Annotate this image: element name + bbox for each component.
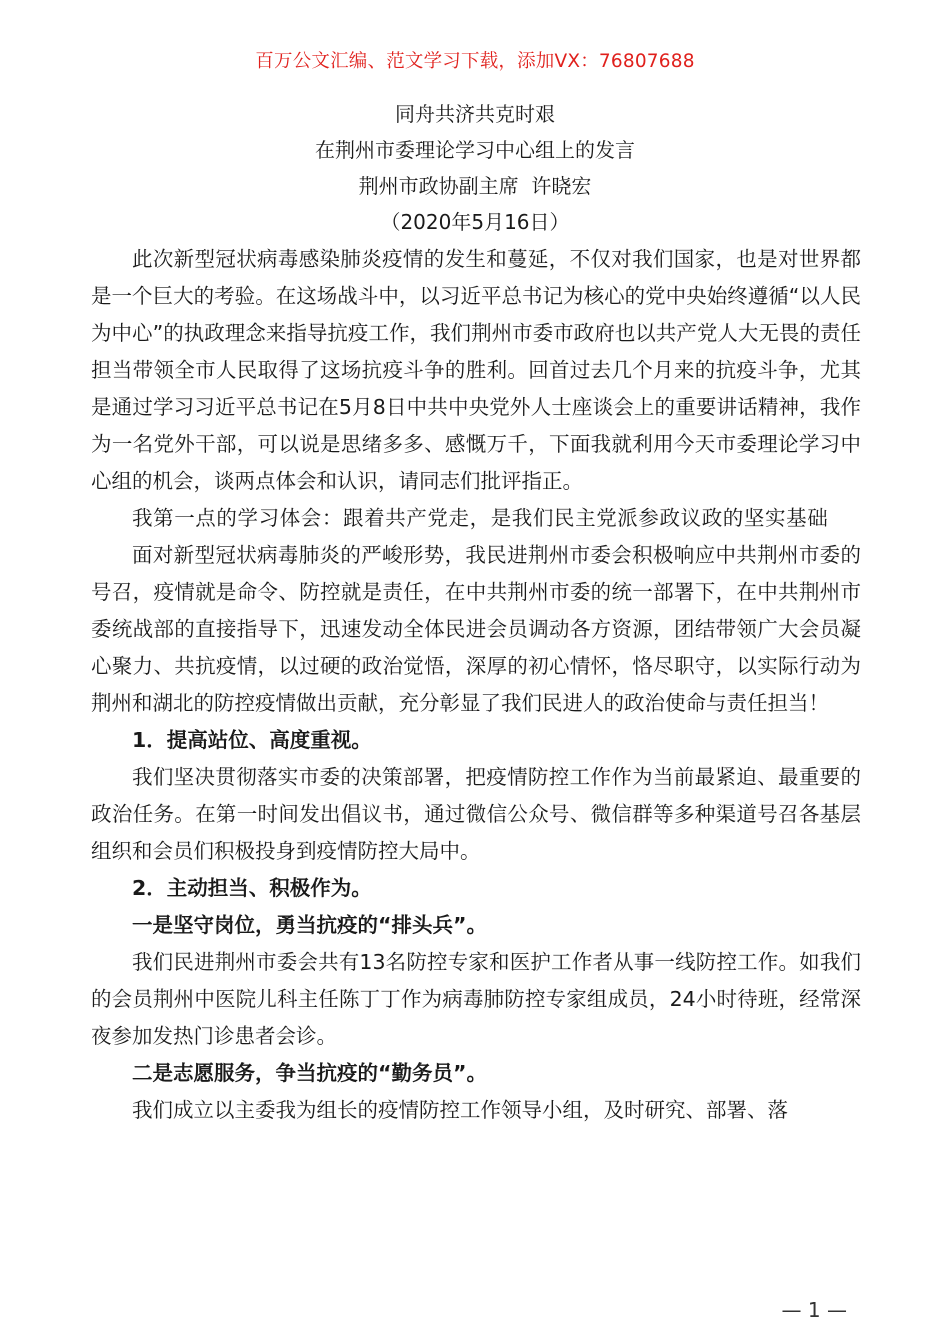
page-number: — 1 — [781,1298,847,1322]
paragraph-body: 我们民进荆州市委会共有13名防控专家和医护工作者从事一线防控工作。如我们的会员荆州中医院儿科主任陈丁丁作为病毒肺防控专家组成员，24小时待班，经常深夜参加发热门诊患者会诊。 [91,950,861,1048]
paragraph-body: 我们坚决贯彻落实市委的决策部署，把疫情防控工作作为当前最紧迫、最重要的政治任务。在第一时间发出倡议书，通过微信公众号、微信群等多种渠道号召各基层组织和会员们积极投身到疫情防控大局中。 [91,765,861,863]
subsection-heading: 一是坚守岗位，勇当抗疫的“排头兵”。 [132,913,487,937]
section-heading: 2．主动担当、积极作为。 [132,876,372,900]
author-line: 荆州市政协副主席 许晓宏 [358,174,592,198]
title-block [0,96,950,240]
paragraph-point-one-heading: 我第一点的学习体会：跟着共产党走，是我们民主党派参政议政的坚实基础 [132,506,829,530]
watermark-banner: 百万公文汇编、范文学习下载，添加VX：76807688 [255,51,695,72]
document-body [91,241,861,1129]
section-heading: 1．提高站位、高度重视。 [132,728,372,752]
subsection-heading: 二是志愿服务，争当抗疫的“勤务员”。 [132,1061,487,1085]
paragraph-body: 我们成立以主委我为组长的疫情防控工作领导小组，及时研究、部署、落 [132,1098,788,1122]
paragraph-body: 面对新型冠状病毒肺炎的严峻形势，我民进荆州市委会积极响应中共荆州市委的号召，疫情就是命令、防控就是责任，在中共荆州市委的统一部署下，在中共荆州市委统战部的直接指导下，迅速发动全体民进会员调动各方资源，团结带领广大会员凝心聚力、共抗疫情，以过硬的政治觉悟，深厚的初心情怀，恪尽职守，以实际行动为荆州和湖北的防控疫情做出贡献，充分彰显了我们民进人的政治使命与责任担当！ [91,543,861,715]
date-line: （2020年5月16日） [380,210,570,234]
document-subtitle: 在荆州市委理论学习中心组上的发言 [315,138,635,162]
paragraph-intro: 此次新型冠状病毒感染肺炎疫情的发生和蔓延，不仅对我们国家，也是对世界都是一个巨大的考验。在这场战斗中，以习近平总书记为核心的党中央始终遵循“以人民为中心”的执政理念来指导抗疫工作，我们荆州市委市政府也以共产党人大无畏的责任担当带领全市人民取得了这场抗疫斗争的胜利。回首过去几个月来的抗疫斗争，尤其是通过学习习近平总书记在5月8日中共中央党外人士座谈会上的重要讲话精神，我作为一名党外干部，可以说是思绪多多、感慨万千，下面我就利用今天市委理论学习中心组的机会，谈两点体会和认识，请同志们批评指正。 [91,247,861,493]
document-title: 同舟共济共克时艰 [395,102,555,126]
